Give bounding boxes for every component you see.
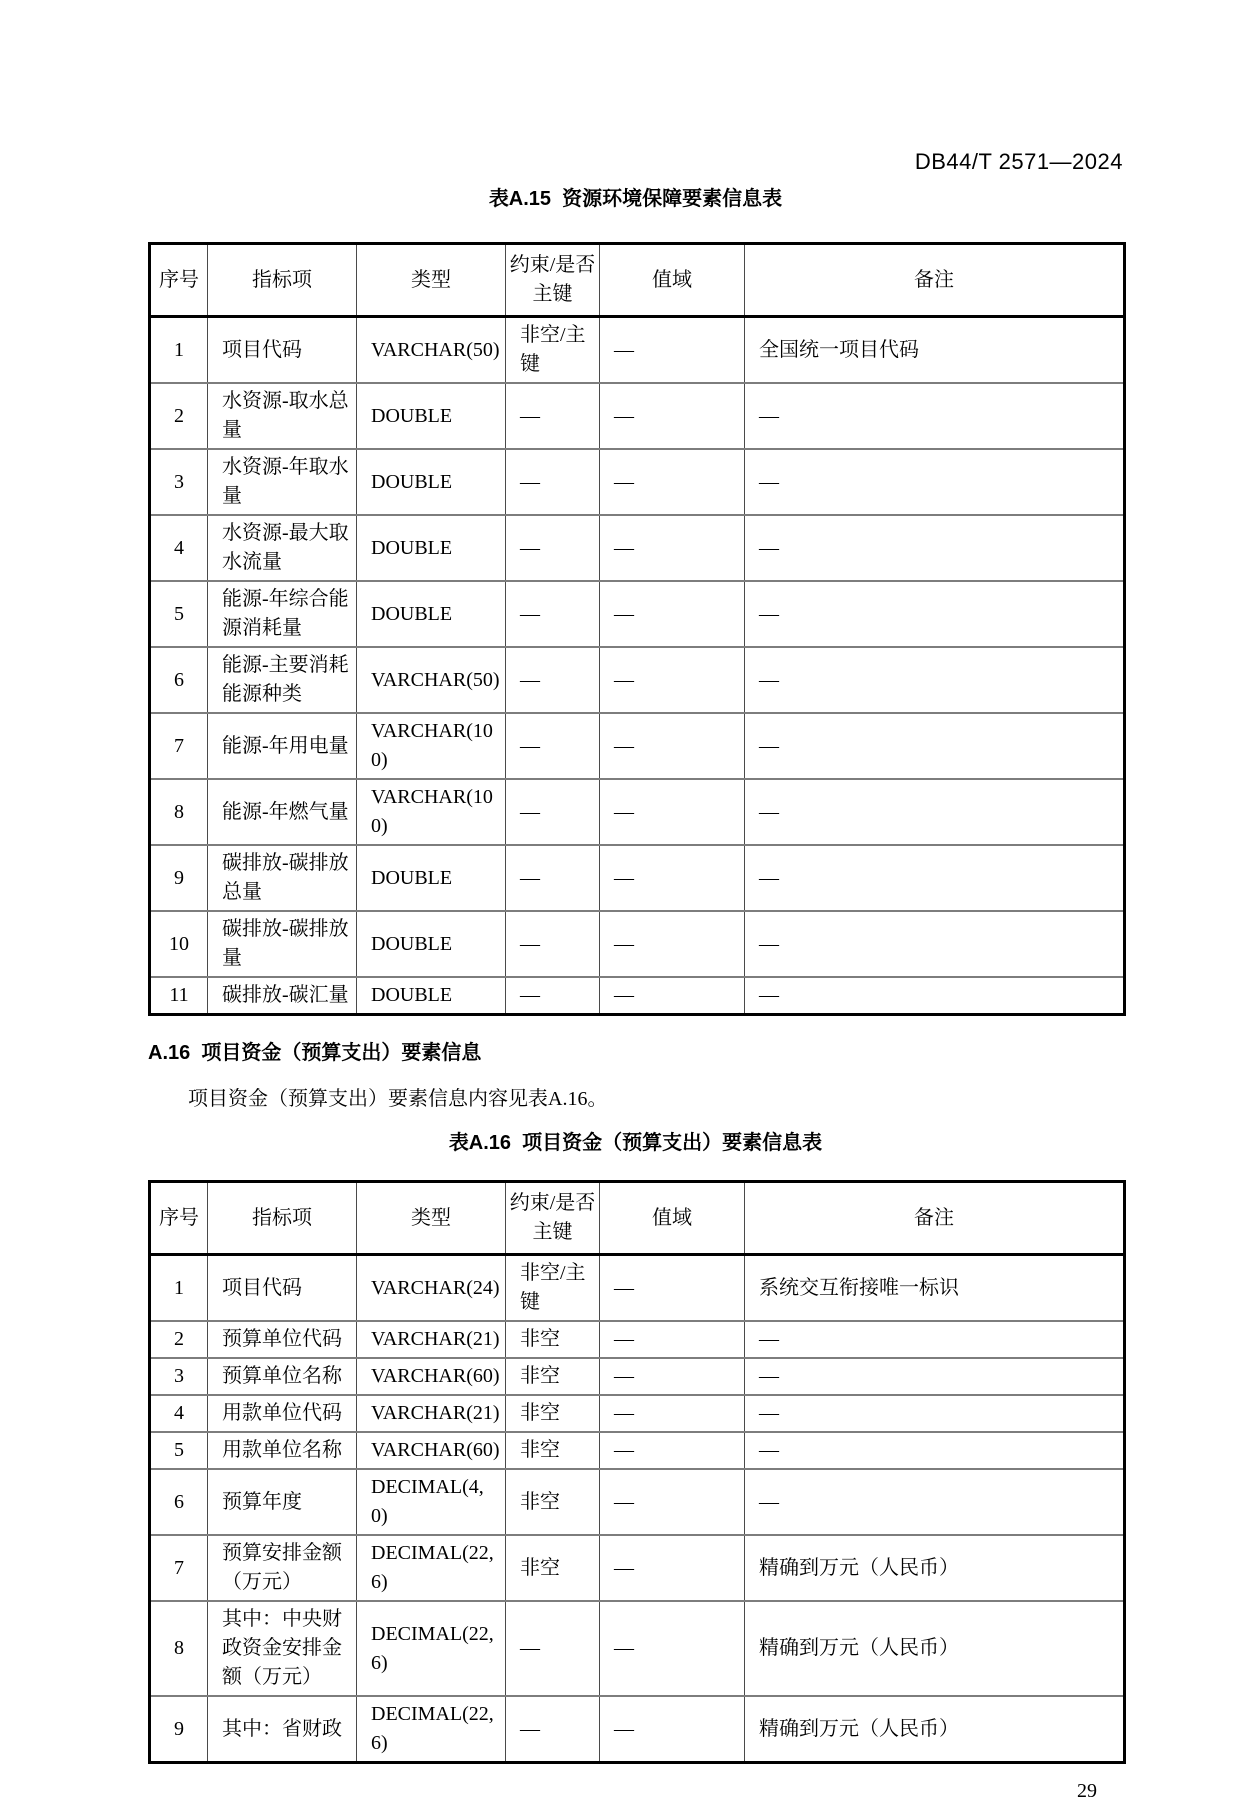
- table-cell: —: [600, 515, 745, 581]
- table-cell: —: [745, 1469, 1125, 1535]
- table-cell: DOUBLE: [357, 581, 506, 647]
- table-cell: —: [600, 317, 745, 384]
- table-cell: —: [600, 977, 745, 1015]
- table-cell: 精确到万元（人民币）: [745, 1696, 1125, 1763]
- table-cell: 碳排放-碳排放总量: [208, 845, 357, 911]
- table-cell: 4: [150, 515, 208, 581]
- table-cell: 非空: [506, 1432, 600, 1469]
- table-cell: 全国统一项目代码: [745, 317, 1125, 384]
- column-header: 指标项: [208, 244, 357, 317]
- table-cell: VARCHAR(100): [357, 713, 506, 779]
- table-cell: —: [600, 845, 745, 911]
- table-cell: 水资源-取水总量: [208, 383, 357, 449]
- table-a15-caption: 表A.15 资源环境保障要素信息表: [488, 188, 783, 210]
- table-cell: 精确到万元（人民币）: [745, 1601, 1125, 1696]
- table-cell: —: [506, 449, 600, 515]
- table-cell: 4: [150, 1395, 208, 1432]
- table-cell: VARCHAR(21): [357, 1321, 506, 1358]
- table-cell: —: [600, 1395, 745, 1432]
- table-cell: —: [745, 515, 1125, 581]
- table-cell: —: [745, 977, 1125, 1015]
- column-header: 序号: [150, 244, 208, 317]
- table-cell: —: [600, 1696, 745, 1763]
- table-cell: 系统交互衔接唯一标识: [745, 1255, 1125, 1322]
- table-cell: 预算安排金额（万元）: [208, 1535, 357, 1601]
- table-row: [150, 1358, 1125, 1395]
- table-row: [150, 317, 1125, 384]
- table-cell: 能源-年用电量: [208, 713, 357, 779]
- table-row: [150, 1696, 1125, 1763]
- table-cell: VARCHAR(60): [357, 1432, 506, 1469]
- table-cell: —: [506, 911, 600, 977]
- table-cell: DECIMAL(22, 6): [357, 1535, 506, 1601]
- table-cell: —: [506, 515, 600, 581]
- table-cell: —: [600, 1469, 745, 1535]
- table-row: [150, 1255, 1125, 1322]
- table-cell: —: [600, 1601, 745, 1696]
- table-cell: —: [506, 1696, 600, 1763]
- table-cell: —: [600, 911, 745, 977]
- page-number: 29: [1077, 1780, 1097, 1802]
- table-row: [150, 1535, 1125, 1601]
- table-cell: VARCHAR(60): [357, 1358, 506, 1395]
- table-cell: —: [600, 581, 745, 647]
- table-cell: —: [600, 449, 745, 515]
- section-a16-heading: A.16 项目资金（预算支出）要素信息: [148, 1042, 482, 1064]
- column-header: 值域: [600, 1182, 745, 1255]
- table-cell: —: [745, 1321, 1125, 1358]
- table-row: [150, 449, 1125, 515]
- table-cell: VARCHAR(100): [357, 779, 506, 845]
- table-cell: —: [600, 1321, 745, 1358]
- table-row: [150, 515, 1125, 581]
- table-cell: —: [745, 581, 1125, 647]
- document-header: [148, 150, 1123, 174]
- table-cell: —: [506, 383, 600, 449]
- table-cell: —: [506, 779, 600, 845]
- table-row: [150, 779, 1125, 845]
- table-cell: 1: [150, 317, 208, 384]
- project-funds-budget-table: [148, 1180, 1126, 1764]
- table-cell: 11: [150, 977, 208, 1015]
- table-cell: VARCHAR(50): [357, 647, 506, 713]
- table-row: [150, 1601, 1125, 1696]
- table-row: [150, 845, 1125, 911]
- table-cell: —: [600, 779, 745, 845]
- table-cell: 能源-主要消耗能源种类: [208, 647, 357, 713]
- table-cell: 非空: [506, 1321, 600, 1358]
- column-header: 约束/是否主键: [506, 244, 600, 317]
- table-cell: 6: [150, 647, 208, 713]
- table-cell: —: [745, 383, 1125, 449]
- column-header: 类型: [357, 244, 506, 317]
- table-cell: —: [506, 845, 600, 911]
- table-cell: 9: [150, 845, 208, 911]
- table-cell: 用款单位代码: [208, 1395, 357, 1432]
- table-cell: 水资源-年取水量: [208, 449, 357, 515]
- table-cell: 预算单位代码: [208, 1321, 357, 1358]
- table-row: [150, 383, 1125, 449]
- table-row: [150, 713, 1125, 779]
- table-cell: —: [745, 911, 1125, 977]
- column-header: 值域: [600, 244, 745, 317]
- column-header: 序号: [150, 1182, 208, 1255]
- table-cell: 3: [150, 449, 208, 515]
- table-cell: —: [506, 713, 600, 779]
- table-cell: 非空: [506, 1535, 600, 1601]
- table-cell: —: [506, 647, 600, 713]
- table-cell: 项目代码: [208, 317, 357, 384]
- table-cell: 9: [150, 1696, 208, 1763]
- table-cell: DOUBLE: [357, 977, 506, 1015]
- table-row: [150, 1321, 1125, 1358]
- table-cell: —: [745, 845, 1125, 911]
- table-row: [150, 911, 1125, 977]
- standard-number: DB44/T 2571—2024: [914, 149, 1123, 174]
- table-cell: DOUBLE: [357, 515, 506, 581]
- table-cell: VARCHAR(50): [357, 317, 506, 384]
- table-cell: 2: [150, 1321, 208, 1358]
- column-header: 指标项: [208, 1182, 357, 1255]
- table-cell: 精确到万元（人民币）: [745, 1535, 1125, 1601]
- table-cell: 10: [150, 911, 208, 977]
- table-row: [150, 977, 1125, 1015]
- table-cell: 项目代码: [208, 1255, 357, 1322]
- table-cell: 7: [150, 1535, 208, 1601]
- table-cell: 非空: [506, 1395, 600, 1432]
- table-cell: 5: [150, 1432, 208, 1469]
- table-cell: 8: [150, 779, 208, 845]
- table-cell: VARCHAR(24): [357, 1255, 506, 1322]
- table-cell: —: [745, 449, 1125, 515]
- table-cell: 3: [150, 1358, 208, 1395]
- table-cell: 水资源-最大取水流量: [208, 515, 357, 581]
- table-cell: —: [600, 1535, 745, 1601]
- table-row: [150, 581, 1125, 647]
- table-cell: 能源-年综合能源消耗量: [208, 581, 357, 647]
- table-cell: VARCHAR(21): [357, 1395, 506, 1432]
- table-cell: 其中：中央财政资金安排金额（万元）: [208, 1601, 357, 1696]
- table-cell: —: [745, 1395, 1125, 1432]
- column-header: 类型: [357, 1182, 506, 1255]
- table-a16-caption: 表A.16 项目资金（预算支出）要素信息表: [448, 1132, 823, 1154]
- table-cell: —: [600, 713, 745, 779]
- table-cell: 非空/主键: [506, 1255, 600, 1322]
- table-cell: —: [745, 1358, 1125, 1395]
- table-cell: —: [506, 977, 600, 1015]
- table-cell: DOUBLE: [357, 845, 506, 911]
- table-cell: —: [506, 1601, 600, 1696]
- table-cell: 非空: [506, 1469, 600, 1535]
- table-cell: —: [745, 1432, 1125, 1469]
- resource-environment-elements-table: [148, 242, 1126, 1016]
- table-row: [150, 1469, 1125, 1535]
- table-cell: 用款单位名称: [208, 1432, 357, 1469]
- table-cell: DECIMAL(22, 6): [357, 1601, 506, 1696]
- table-cell: 其中：省财政: [208, 1696, 357, 1763]
- table-cell: DECIMAL(4, 0): [357, 1469, 506, 1535]
- column-header: 备注: [745, 1182, 1125, 1255]
- column-header: 备注: [745, 244, 1125, 317]
- table-cell: 1: [150, 1255, 208, 1322]
- table-cell: —: [600, 383, 745, 449]
- table-cell: —: [745, 647, 1125, 713]
- table-cell: 能源-年燃气量: [208, 779, 357, 845]
- header-row: [150, 1182, 1125, 1255]
- table-cell: 非空/主键: [506, 317, 600, 384]
- table-cell: —: [745, 713, 1125, 779]
- table-cell: 预算年度: [208, 1469, 357, 1535]
- section-a16-paragraph: 项目资金（预算支出）要素信息内容见表A.16。: [188, 1088, 608, 1110]
- table-cell: 5: [150, 581, 208, 647]
- table-cell: —: [745, 779, 1125, 845]
- table-cell: DOUBLE: [357, 449, 506, 515]
- table-cell: —: [600, 647, 745, 713]
- table-cell: 非空: [506, 1358, 600, 1395]
- table-cell: —: [600, 1358, 745, 1395]
- table-cell: —: [506, 581, 600, 647]
- table-cell: 6: [150, 1469, 208, 1535]
- table-cell: DOUBLE: [357, 911, 506, 977]
- table-cell: —: [600, 1432, 745, 1469]
- table-cell: 碳排放-碳汇量: [208, 977, 357, 1015]
- table-cell: 8: [150, 1601, 208, 1696]
- table-row: [150, 647, 1125, 713]
- table-row: [150, 1395, 1125, 1432]
- table-cell: 碳排放-碳排放量: [208, 911, 357, 977]
- table-cell: 2: [150, 383, 208, 449]
- table-row: [150, 1432, 1125, 1469]
- table-cell: —: [600, 1255, 745, 1322]
- header-row: [150, 244, 1125, 317]
- table-cell: 预算单位名称: [208, 1358, 357, 1395]
- table-cell: DECIMAL(22, 6): [357, 1696, 506, 1763]
- table-cell: 7: [150, 713, 208, 779]
- column-header: 约束/是否主键: [506, 1182, 600, 1255]
- table-cell: DOUBLE: [357, 383, 506, 449]
